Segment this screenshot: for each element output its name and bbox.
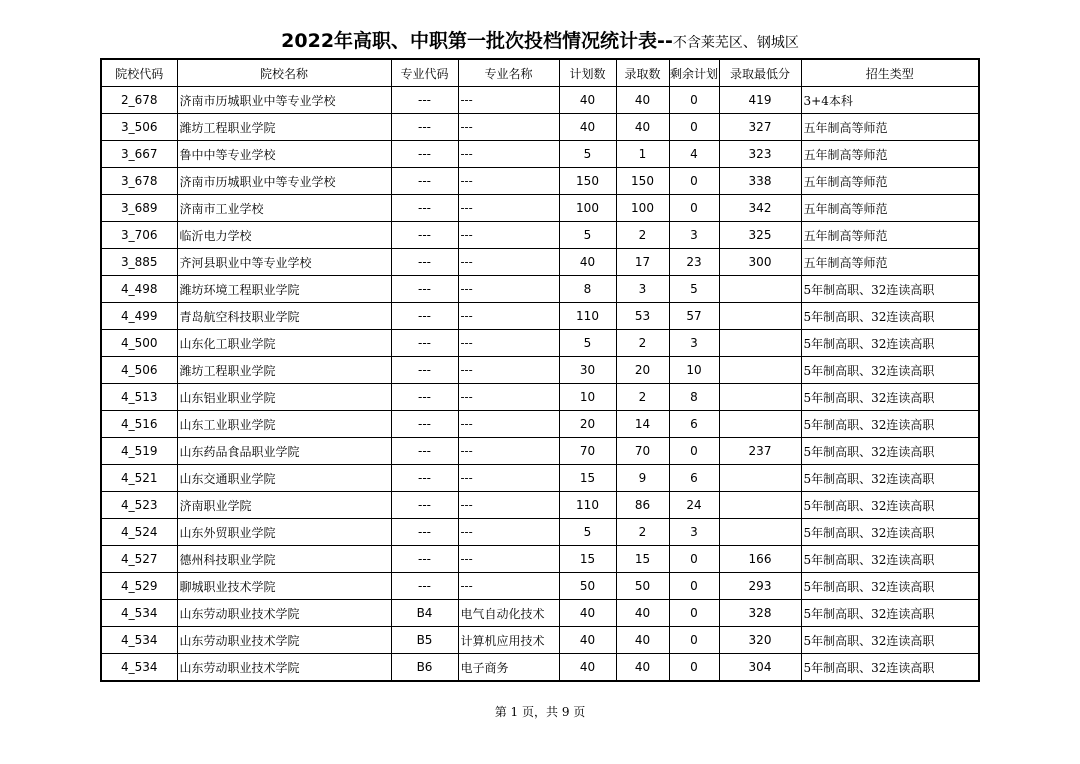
- school-name-cell: 山东工业职业学院: [177, 411, 391, 438]
- plan-count-cell: 8: [559, 276, 616, 303]
- school-name-cell: 聊城职业技术学院: [177, 573, 391, 600]
- remaining-count-cell: 8: [669, 384, 719, 411]
- admitted-count-cell: 50: [616, 573, 669, 600]
- table-row: [101, 465, 979, 492]
- min-score-cell: 166: [719, 546, 801, 573]
- remaining-count-cell: 0: [669, 168, 719, 195]
- plan-count-cell: 110: [559, 492, 616, 519]
- enrollment-type-cell: 5年制高职、32连读高职: [801, 654, 979, 682]
- major-code-cell: ---: [391, 438, 458, 465]
- table-row: [101, 492, 979, 519]
- school-code-cell: 4_499: [101, 303, 177, 330]
- admitted-count-cell: 40: [616, 600, 669, 627]
- table-row: [101, 438, 979, 465]
- major-code-cell: ---: [391, 276, 458, 303]
- admitted-count-cell: 2: [616, 222, 669, 249]
- remaining-count-cell: 6: [669, 411, 719, 438]
- admitted-count-cell: 40: [616, 654, 669, 682]
- table-row: [101, 546, 979, 573]
- school-code-cell: 2_678: [101, 87, 177, 114]
- min-score-cell: [719, 384, 801, 411]
- admitted-count-cell: 2: [616, 384, 669, 411]
- plan-count-cell: 70: [559, 438, 616, 465]
- min-score-cell: 419: [719, 87, 801, 114]
- school-code-cell: 3_667: [101, 141, 177, 168]
- school-name-cell: 山东劳动职业技术学院: [177, 654, 391, 682]
- school-name-cell: 山东劳动职业技术学院: [177, 600, 391, 627]
- school-name-cell: 山东铝业职业学院: [177, 384, 391, 411]
- school-name-cell: 山东外贸职业学院: [177, 519, 391, 546]
- major-name-cell: ---: [458, 519, 559, 546]
- admitted-count-cell: 70: [616, 438, 669, 465]
- admitted-count-cell: 3: [616, 276, 669, 303]
- min-score-cell: 328: [719, 600, 801, 627]
- remaining-count-cell: 4: [669, 141, 719, 168]
- school-name-cell: 潍坊环境工程职业学院: [177, 276, 391, 303]
- major-code-cell: ---: [391, 384, 458, 411]
- admission-table: [100, 58, 980, 682]
- major-name-cell: ---: [458, 87, 559, 114]
- school-name-cell: 齐河县职业中等专业学校: [177, 249, 391, 276]
- plan-count-cell: 40: [559, 249, 616, 276]
- major-name-cell: ---: [458, 330, 559, 357]
- school-name-cell: 潍坊工程职业学院: [177, 114, 391, 141]
- table-row: [101, 303, 979, 330]
- remaining-count-cell: 3: [669, 222, 719, 249]
- enrollment-type-cell: 5年制高职、32连读高职: [801, 519, 979, 546]
- min-score-cell: [719, 465, 801, 492]
- table-row: [101, 330, 979, 357]
- remaining-count-cell: 0: [669, 627, 719, 654]
- remaining-count-cell: 0: [669, 654, 719, 682]
- plan-count-cell: 15: [559, 546, 616, 573]
- enrollment-type-cell: 5年制高职、32连读高职: [801, 600, 979, 627]
- enrollment-type-cell: 3+4本科: [801, 87, 979, 114]
- major-code-cell: ---: [391, 492, 458, 519]
- school-code-cell: 3_678: [101, 168, 177, 195]
- major-name-cell: ---: [458, 195, 559, 222]
- min-score-cell: 237: [719, 438, 801, 465]
- title-sub: 不含莱芜区、钢城区: [672, 35, 799, 51]
- plan-count-cell: 15: [559, 465, 616, 492]
- plan-count-cell: 40: [559, 600, 616, 627]
- page-title: [0, 26, 1080, 53]
- enrollment-type-cell: 5年制高职、32连读高职: [801, 492, 979, 519]
- header-cell: 录取最低分: [719, 59, 801, 87]
- table-row: [101, 600, 979, 627]
- header-cell: 专业名称: [458, 59, 559, 87]
- plan-count-cell: 40: [559, 654, 616, 682]
- header-cell: 计划数: [559, 59, 616, 87]
- table-row: [101, 654, 979, 682]
- remaining-count-cell: 0: [669, 546, 719, 573]
- remaining-count-cell: 10: [669, 357, 719, 384]
- table-row: [101, 195, 979, 222]
- plan-count-cell: 40: [559, 627, 616, 654]
- admitted-count-cell: 2: [616, 330, 669, 357]
- major-code-cell: B5: [391, 627, 458, 654]
- table-row: [101, 168, 979, 195]
- major-name-cell: ---: [458, 573, 559, 600]
- header-cell: 专业代码: [391, 59, 458, 87]
- school-code-cell: 4_527: [101, 546, 177, 573]
- plan-count-cell: 10: [559, 384, 616, 411]
- major-code-cell: ---: [391, 249, 458, 276]
- table-header-row: [101, 59, 979, 87]
- major-name-cell: ---: [458, 276, 559, 303]
- table-row: [101, 384, 979, 411]
- remaining-count-cell: 0: [669, 195, 719, 222]
- school-name-cell: 青岛航空科技职业学院: [177, 303, 391, 330]
- remaining-count-cell: 24: [669, 492, 719, 519]
- admitted-count-cell: 40: [616, 114, 669, 141]
- school-code-cell: 4_521: [101, 465, 177, 492]
- plan-count-cell: 20: [559, 411, 616, 438]
- school-code-cell: 4_500: [101, 330, 177, 357]
- school-name-cell: 潍坊工程职业学院: [177, 357, 391, 384]
- min-score-cell: [719, 330, 801, 357]
- major-code-cell: ---: [391, 573, 458, 600]
- plan-count-cell: 40: [559, 87, 616, 114]
- table-row: [101, 573, 979, 600]
- school-code-cell: 4_498: [101, 276, 177, 303]
- school-code-cell: 4_529: [101, 573, 177, 600]
- enrollment-type-cell: 五年制高等师范: [801, 222, 979, 249]
- major-name-cell: ---: [458, 465, 559, 492]
- min-score-cell: [719, 411, 801, 438]
- header-cell: 院校代码: [101, 59, 177, 87]
- enrollment-type-cell: 5年制高职、32连读高职: [801, 384, 979, 411]
- major-name-cell: 电子商务: [458, 654, 559, 682]
- table-row: [101, 276, 979, 303]
- min-score-cell: [719, 519, 801, 546]
- remaining-count-cell: 6: [669, 465, 719, 492]
- enrollment-type-cell: 5年制高职、32连读高职: [801, 546, 979, 573]
- min-score-cell: 304: [719, 654, 801, 682]
- plan-count-cell: 5: [559, 141, 616, 168]
- school-code-cell: 4_524: [101, 519, 177, 546]
- header-cell: 院校名称: [177, 59, 391, 87]
- admitted-count-cell: 150: [616, 168, 669, 195]
- remaining-count-cell: 0: [669, 87, 719, 114]
- school-code-cell: 4_523: [101, 492, 177, 519]
- min-score-cell: 320: [719, 627, 801, 654]
- major-name-cell: ---: [458, 546, 559, 573]
- table-row: [101, 411, 979, 438]
- enrollment-type-cell: 五年制高等师范: [801, 195, 979, 222]
- min-score-cell: 338: [719, 168, 801, 195]
- school-code-cell: 4_519: [101, 438, 177, 465]
- table-row: [101, 114, 979, 141]
- table-row: [101, 519, 979, 546]
- major-name-cell: ---: [458, 114, 559, 141]
- page-footer: 第 1 页，共 9 页: [494, 705, 586, 719]
- plan-count-cell: 5: [559, 222, 616, 249]
- table-row: [101, 87, 979, 114]
- remaining-count-cell: 5: [669, 276, 719, 303]
- school-code-cell: 3_885: [101, 249, 177, 276]
- admitted-count-cell: 86: [616, 492, 669, 519]
- enrollment-type-cell: 5年制高职、32连读高职: [801, 465, 979, 492]
- title-main: 2022年高职、中职第一批次投档情况统计表--: [281, 30, 673, 52]
- admitted-count-cell: 2: [616, 519, 669, 546]
- admitted-count-cell: 20: [616, 357, 669, 384]
- major-name-cell: ---: [458, 411, 559, 438]
- plan-count-cell: 50: [559, 573, 616, 600]
- enrollment-type-cell: 五年制高等师范: [801, 249, 979, 276]
- min-score-cell: 342: [719, 195, 801, 222]
- min-score-cell: [719, 492, 801, 519]
- major-code-cell: ---: [391, 195, 458, 222]
- plan-count-cell: 40: [559, 114, 616, 141]
- school-name-cell: 德州科技职业学院: [177, 546, 391, 573]
- table-row: [101, 249, 979, 276]
- school-name-cell: 济南市工业学校: [177, 195, 391, 222]
- plan-count-cell: 110: [559, 303, 616, 330]
- plan-count-cell: 5: [559, 330, 616, 357]
- min-score-cell: 300: [719, 249, 801, 276]
- school-name-cell: 鲁中中等专业学校: [177, 141, 391, 168]
- school-code-cell: 3_506: [101, 114, 177, 141]
- school-name-cell: 临沂电力学校: [177, 222, 391, 249]
- min-score-cell: [719, 276, 801, 303]
- major-code-cell: ---: [391, 357, 458, 384]
- admitted-count-cell: 14: [616, 411, 669, 438]
- major-name-cell: 电气自动化技术: [458, 600, 559, 627]
- school-code-cell: 4_534: [101, 600, 177, 627]
- major-code-cell: B6: [391, 654, 458, 682]
- major-code-cell: ---: [391, 465, 458, 492]
- plan-count-cell: 150: [559, 168, 616, 195]
- enrollment-type-cell: 5年制高职、32连读高职: [801, 303, 979, 330]
- enrollment-type-cell: 五年制高等师范: [801, 141, 979, 168]
- header-cell: 剩余计划: [669, 59, 719, 87]
- admitted-count-cell: 9: [616, 465, 669, 492]
- min-score-cell: 327: [719, 114, 801, 141]
- plan-count-cell: 30: [559, 357, 616, 384]
- enrollment-type-cell: 5年制高职、32连读高职: [801, 438, 979, 465]
- school-code-cell: 3_689: [101, 195, 177, 222]
- major-code-cell: ---: [391, 330, 458, 357]
- remaining-count-cell: 3: [669, 519, 719, 546]
- school-name-cell: 济南市历城职业中等专业学校: [177, 168, 391, 195]
- major-name-cell: ---: [458, 492, 559, 519]
- major-name-cell: ---: [458, 303, 559, 330]
- major-name-cell: ---: [458, 357, 559, 384]
- major-code-cell: ---: [391, 141, 458, 168]
- admitted-count-cell: 17: [616, 249, 669, 276]
- enrollment-type-cell: 5年制高职、32连读高职: [801, 627, 979, 654]
- school-code-cell: 4_506: [101, 357, 177, 384]
- major-code-cell: ---: [391, 114, 458, 141]
- major-code-cell: B4: [391, 600, 458, 627]
- header-cell: 录取数: [616, 59, 669, 87]
- remaining-count-cell: 0: [669, 438, 719, 465]
- school-code-cell: 4_534: [101, 654, 177, 682]
- major-name-cell: ---: [458, 384, 559, 411]
- school-name-cell: 山东药品食品职业学院: [177, 438, 391, 465]
- school-code-cell: 4_534: [101, 627, 177, 654]
- enrollment-type-cell: 5年制高职、32连读高职: [801, 276, 979, 303]
- admitted-count-cell: 53: [616, 303, 669, 330]
- school-name-cell: 济南市历城职业中等专业学校: [177, 87, 391, 114]
- enrollment-type-cell: 5年制高职、32连读高职: [801, 357, 979, 384]
- major-code-cell: ---: [391, 519, 458, 546]
- table-row: [101, 357, 979, 384]
- min-score-cell: 323: [719, 141, 801, 168]
- school-code-cell: 4_513: [101, 384, 177, 411]
- remaining-count-cell: 0: [669, 600, 719, 627]
- table-row: [101, 627, 979, 654]
- school-code-cell: 4_516: [101, 411, 177, 438]
- remaining-count-cell: 57: [669, 303, 719, 330]
- header-cell: 招生类型: [801, 59, 979, 87]
- min-score-cell: [719, 303, 801, 330]
- plan-count-cell: 5: [559, 519, 616, 546]
- table-row: [101, 141, 979, 168]
- enrollment-type-cell: 5年制高职、32连读高职: [801, 411, 979, 438]
- school-code-cell: 3_706: [101, 222, 177, 249]
- admitted-count-cell: 1: [616, 141, 669, 168]
- remaining-count-cell: 23: [669, 249, 719, 276]
- min-score-cell: [719, 357, 801, 384]
- major-name-cell: ---: [458, 438, 559, 465]
- min-score-cell: 293: [719, 573, 801, 600]
- major-code-cell: ---: [391, 222, 458, 249]
- admitted-count-cell: 100: [616, 195, 669, 222]
- school-name-cell: 山东化工职业学院: [177, 330, 391, 357]
- remaining-count-cell: 0: [669, 573, 719, 600]
- remaining-count-cell: 0: [669, 114, 719, 141]
- major-name-cell: ---: [458, 168, 559, 195]
- admitted-count-cell: 15: [616, 546, 669, 573]
- school-name-cell: 山东劳动职业技术学院: [177, 627, 391, 654]
- school-name-cell: 济南职业学院: [177, 492, 391, 519]
- enrollment-type-cell: 5年制高职、32连读高职: [801, 330, 979, 357]
- major-code-cell: ---: [391, 87, 458, 114]
- enrollment-type-cell: 五年制高等师范: [801, 114, 979, 141]
- major-code-cell: ---: [391, 168, 458, 195]
- table-row: [101, 222, 979, 249]
- admitted-count-cell: 40: [616, 627, 669, 654]
- enrollment-type-cell: 五年制高等师范: [801, 168, 979, 195]
- major-code-cell: ---: [391, 546, 458, 573]
- plan-count-cell: 100: [559, 195, 616, 222]
- min-score-cell: 325: [719, 222, 801, 249]
- major-code-cell: ---: [391, 303, 458, 330]
- major-code-cell: ---: [391, 411, 458, 438]
- admitted-count-cell: 40: [616, 87, 669, 114]
- school-name-cell: 山东交通职业学院: [177, 465, 391, 492]
- major-name-cell: ---: [458, 141, 559, 168]
- enrollment-type-cell: 5年制高职、32连读高职: [801, 573, 979, 600]
- major-name-cell: ---: [458, 222, 559, 249]
- major-name-cell: 计算机应用技术: [458, 627, 559, 654]
- major-name-cell: ---: [458, 249, 559, 276]
- remaining-count-cell: 3: [669, 330, 719, 357]
